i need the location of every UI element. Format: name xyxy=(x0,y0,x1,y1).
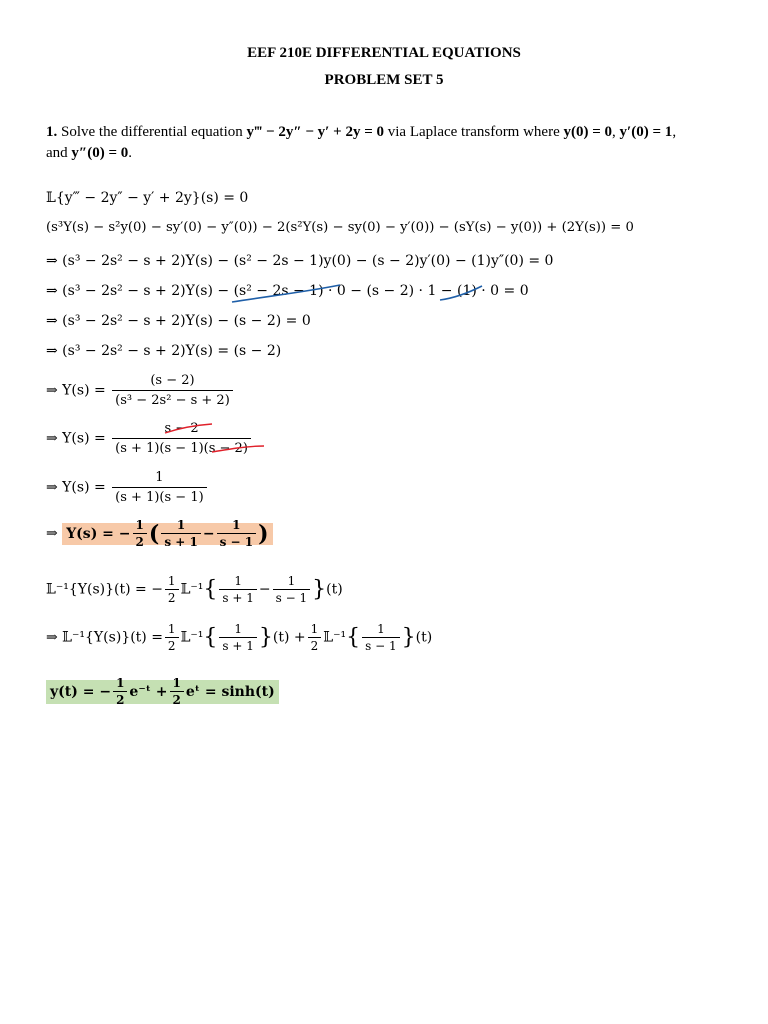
step-inverse-split xyxy=(46,622,432,653)
fraction xyxy=(113,676,127,707)
brace: } xyxy=(258,625,273,650)
fraction xyxy=(161,518,201,549)
denominator: s + 1 xyxy=(219,637,256,653)
step-Y-factored-lhs: ⇒ Y(s) = xyxy=(46,430,106,447)
brace: { xyxy=(203,625,218,650)
inverse-operator: 𝕃⁻¹ xyxy=(180,581,204,598)
numerator: 1 xyxy=(116,676,125,690)
fraction xyxy=(219,622,256,653)
numerator: 1 xyxy=(232,518,241,532)
denominator: s − 1 xyxy=(217,533,257,549)
minus: − xyxy=(258,581,271,598)
step-laplace-applied: 𝕃{y‴ − 2y″ − y′ + 2y}(s) = 0 xyxy=(46,190,249,206)
problem-equation: y‴ − 2y″ − y′ + 2y = 0 xyxy=(246,124,384,140)
denominator: (s³ − 2s² − s + 2) xyxy=(112,390,233,409)
numerator: 1 xyxy=(155,470,164,485)
final-answer xyxy=(46,676,279,707)
brace: } xyxy=(312,577,327,602)
numerator: (s − 2) xyxy=(150,373,195,388)
brace: } xyxy=(401,625,416,650)
final-lhs: y(t) = − xyxy=(50,683,112,700)
numerator: 1 xyxy=(377,622,385,636)
brace: { xyxy=(346,625,361,650)
step-Y-cancelled xyxy=(46,469,209,506)
problem-statement: 1. Solve the differential equation y‴ − 2y″ − y′ + 2y = 0 via Laplace transform where y(0) = 0, y′(0) = 1, and y″(0) = 0. xyxy=(46,124,677,161)
paren: ) xyxy=(258,520,269,547)
fraction xyxy=(165,574,179,605)
problem-text-1: Solve the differential equation xyxy=(57,124,247,140)
denominator: 2 xyxy=(165,589,179,605)
numerator: 1 xyxy=(234,622,242,636)
inverse-operator: 𝕃⁻¹ xyxy=(323,629,347,646)
step-collected: ⇒ (s³ − 2s² − s + 2)Y(s) − (s² − 2s − 1)y(0) − (s − 2)y′(0) − (1)y″(0) = 0 xyxy=(46,253,554,269)
step-partial-fractions xyxy=(46,518,273,549)
initial-condition-1: y(0) = 0 xyxy=(563,124,613,140)
step-simplified: ⇒ (s³ − 2s² − s + 2)Y(s) − (s − 2) = 0 xyxy=(46,313,311,329)
numerator: 1 xyxy=(167,622,176,636)
highlighted-result xyxy=(62,518,272,549)
initial-condition-3: y″(0) = 0 xyxy=(71,145,129,161)
brace: { xyxy=(203,577,218,602)
final-term-1: e⁻ᵗ + xyxy=(129,683,168,700)
denominator: s − 1 xyxy=(362,637,399,653)
problem-text-2: via Laplace transform where xyxy=(384,124,564,140)
fraction xyxy=(217,518,257,549)
numerator: 1 xyxy=(167,574,176,588)
denominator: (s + 1)(s − 1)(s − 2) xyxy=(112,438,251,457)
inverse-operator: 𝕃⁻¹ xyxy=(180,629,204,646)
numerator: 1 xyxy=(310,622,319,636)
step-Y-cancelled-lhs: ⇒ Y(s) = xyxy=(46,479,106,496)
step-expanded: (s³Y(s) − s²y(0) − sy′(0) − y″(0)) − 2(s²Y(s) − sy(0) − y′(0)) − (sY(s) − y(0)) + (2Y(s)) = 0 xyxy=(46,220,634,235)
denominator: 2 xyxy=(308,637,322,653)
split-lhs: ⇒ 𝕃⁻¹{Y(s)}(t) = xyxy=(46,629,163,646)
split-mid: (t) + xyxy=(272,629,306,646)
step-Y-fraction-lhs: ⇒ Y(s) = xyxy=(46,382,106,399)
denominator: 2 xyxy=(133,533,147,549)
inverse-lhs: 𝕃⁻¹{Y(s)}(t) = − xyxy=(46,581,163,598)
numerator: 1 xyxy=(287,574,296,588)
paren: ( xyxy=(148,520,160,547)
numerator: 1 xyxy=(234,574,242,588)
problem-number: 1. xyxy=(46,124,58,140)
minus: − xyxy=(202,525,215,542)
step-Y-fraction xyxy=(46,372,235,409)
initial-condition-2: y′(0) = 1 xyxy=(619,124,673,140)
step-Y-factored xyxy=(46,420,253,457)
denominator: 2 xyxy=(165,637,179,653)
fraction xyxy=(112,372,233,409)
denominator: (s + 1)(s − 1) xyxy=(112,487,207,506)
denominator: s − 1 xyxy=(273,589,310,605)
partial-fractions-lhs: Y(s) = − xyxy=(66,525,131,542)
fraction xyxy=(308,622,322,653)
fraction xyxy=(133,518,147,549)
fraction xyxy=(273,574,310,605)
argument-t: (t) xyxy=(415,629,433,646)
argument-t: (t) xyxy=(326,581,343,598)
step-substituted: ⇒ (s³ − 2s² − s + 2)Y(s) − (s² − 2s − 1) · 0 − (s − 2) · 1 − (1) · 0 = 0 xyxy=(46,283,529,299)
step-rearranged: ⇒ (s³ − 2s² − s + 2)Y(s) = (s − 2) xyxy=(46,343,282,359)
fraction xyxy=(112,469,207,506)
denominator: s + 1 xyxy=(219,589,256,605)
denominator: s + 1 xyxy=(161,533,201,549)
denominator: 2 xyxy=(113,691,127,707)
final-term-2: eᵗ = sinh(t) xyxy=(185,683,275,700)
highlighted-final xyxy=(46,676,279,707)
document-subtitle: PROBLEM SET 5 xyxy=(324,72,444,88)
fraction xyxy=(112,420,251,457)
numerator: 1 xyxy=(176,518,186,532)
numerator: 1 xyxy=(135,518,144,532)
fraction xyxy=(362,622,399,653)
numerator: 1 xyxy=(172,676,181,690)
document-title: EEF 210E DIFFERENTIAL EQUATIONS xyxy=(247,45,521,61)
step-inverse-laplace xyxy=(46,574,343,605)
implies-arrow: ⇒ xyxy=(46,525,58,542)
fraction xyxy=(165,622,179,653)
problem-and: and xyxy=(46,145,72,161)
numerator: s − 2 xyxy=(164,421,199,436)
fraction xyxy=(219,574,256,605)
fraction xyxy=(170,676,184,707)
denominator: 2 xyxy=(170,691,184,707)
